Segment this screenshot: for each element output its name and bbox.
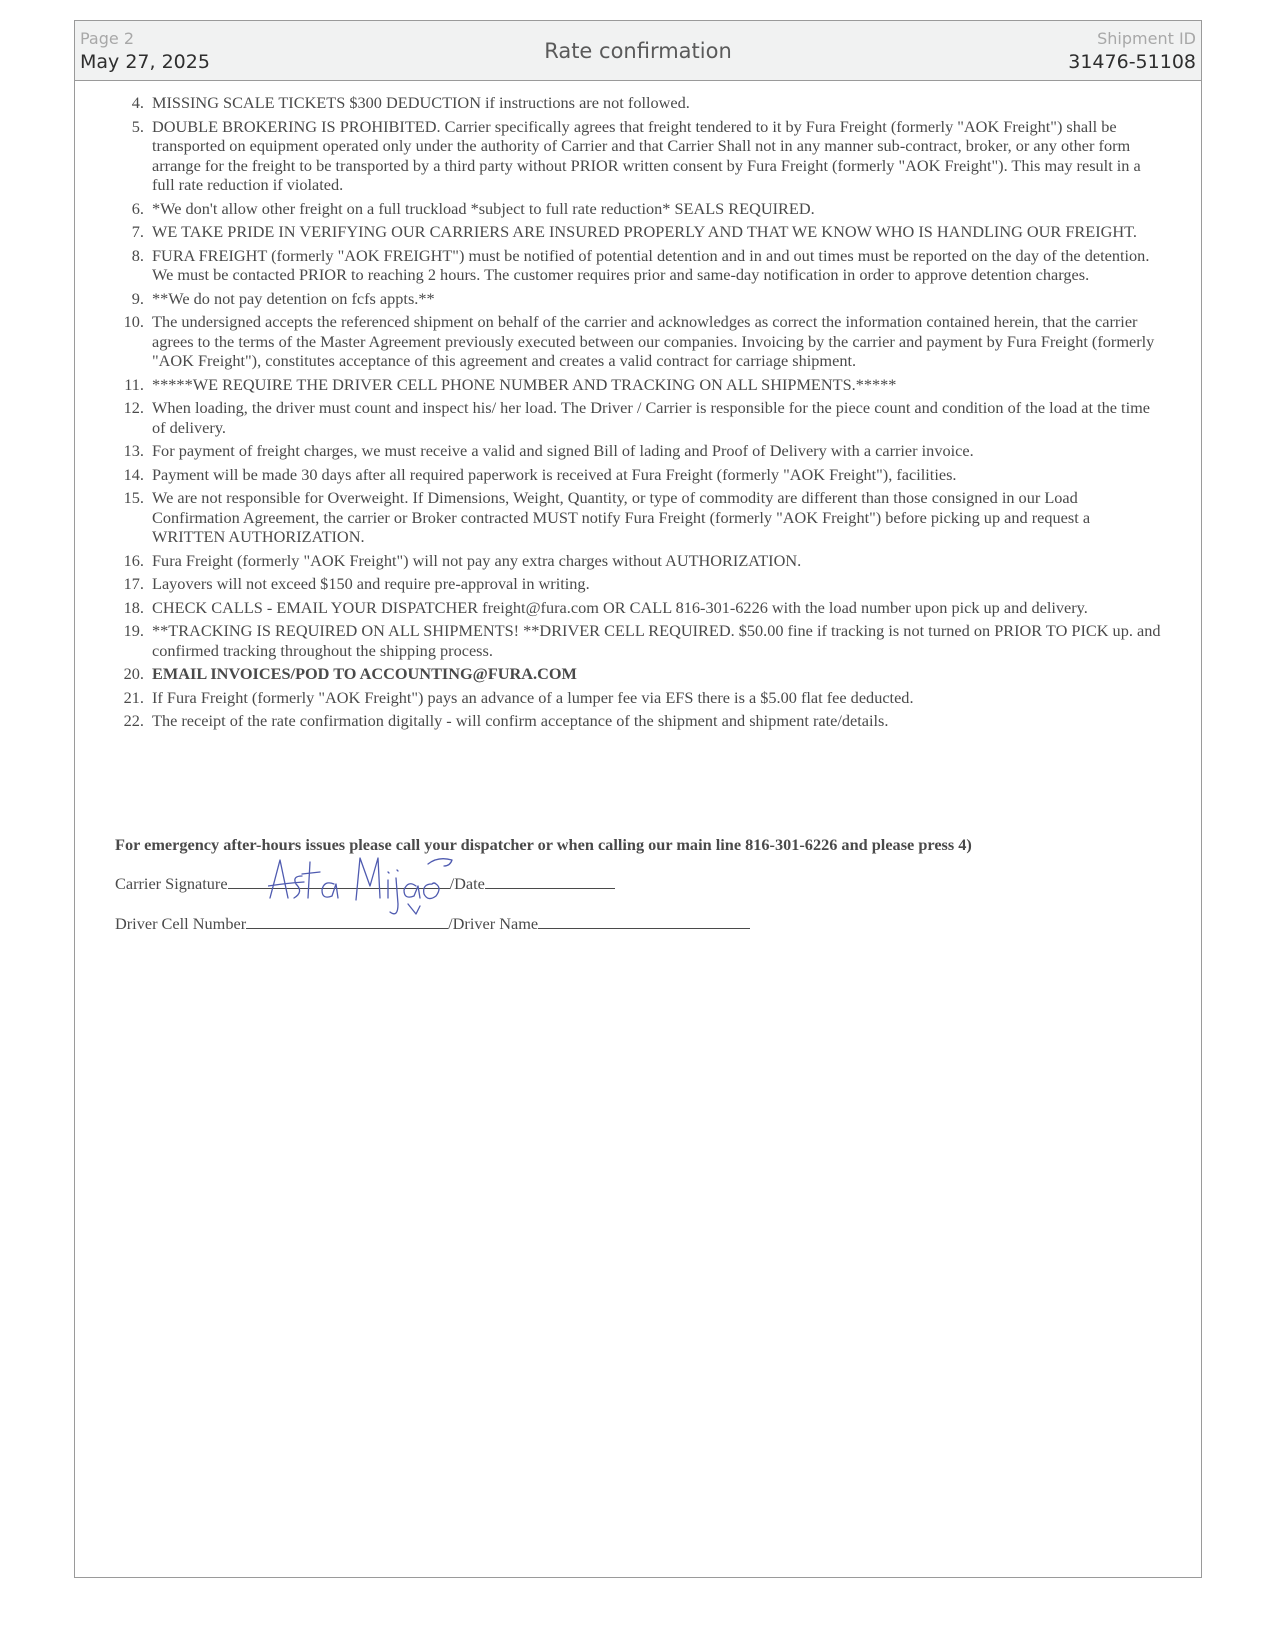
term-text: The receipt of the rate confirmation digitally - will confirm acceptance of the shipment and shipment rate/details. — [152, 711, 889, 730]
term-number: 19. — [123, 621, 144, 640]
date-field[interactable] — [485, 874, 615, 889]
term-number: 12. — [123, 398, 144, 417]
driver-name-field[interactable] — [538, 914, 750, 929]
terms-list — [112, 93, 1162, 735]
term-item — [112, 246, 1162, 285]
date-label: /Date — [449, 874, 485, 893]
term-text: For payment of freight charges, we must receive a valid and signed Bill of lading and Proof of Delivery with a carrier invoice. — [152, 441, 974, 460]
term-number: 22. — [123, 711, 144, 730]
term-text: CHECK CALLS - EMAIL YOUR DISPATCHER freight@fura.com OR CALL 816-301-6226 with the load number upon pick up and delivery. — [152, 597, 1088, 617]
term-item — [112, 289, 1162, 309]
term-number: 10. — [123, 312, 144, 331]
term-item — [112, 441, 1162, 461]
page-number-label: Page 2 — [80, 29, 134, 48]
term-number: 5. — [131, 116, 144, 136]
term-item — [112, 199, 1162, 219]
term-text: Layovers will not exceed $150 and require pre-approval in writing. — [152, 574, 590, 593]
term-text: *We don't allow other freight on a full truckload *subject to full rate reduction* SEALS REQUIRED. — [152, 198, 815, 218]
driver-name-label: /Driver Name — [448, 914, 539, 933]
shipment-id-label: Shipment ID — [1097, 29, 1196, 48]
term-item — [112, 117, 1162, 195]
term-number: 21. — [123, 687, 144, 707]
term-text: DOUBLE BROKERING IS PROHIBITED. Carrier specifically agrees that freight tendered to it by Fura Freight (formerly "AOK Freight") shall be transported on equipment operated only under the authority of Carrier and that Carrier Shall not in any manner sub-contract, broker, or any other form arrange for the freight to be transported by a third party without PRIOR written consent by Fura Freight (formerly "AOK Freight"). This may result in a full rate reduction if violated. — [152, 116, 1141, 194]
term-text: WE TAKE PRIDE IN VERIFYING OUR CARRIERS ARE INSURED PROPERLY AND THAT WE KNOW WHO IS HANDLING OUR FREIGHT. — [152, 222, 1137, 241]
term-number: 6. — [131, 198, 144, 218]
term-number: 4. — [131, 93, 144, 112]
shipment-id-value: 31476-51108 — [1068, 51, 1196, 73]
term-item — [112, 93, 1162, 113]
term-number: 11. — [124, 374, 144, 394]
term-number: 13. — [123, 441, 144, 460]
term-text: If Fura Freight (formerly "AOK Freight") pays an advance of a lumper fee via EFS there is a $5.00 flat fee deducted. — [152, 687, 914, 707]
document-date: May 27, 2025 — [80, 51, 210, 73]
term-number: 18. — [123, 597, 144, 617]
term-number: 20. — [123, 664, 144, 683]
term-item — [112, 465, 1162, 485]
page-header — [75, 21, 1201, 81]
term-number: 7. — [131, 222, 144, 241]
term-text: When loading, the driver must count and inspect his/ her load. The Driver / Carrier is responsible for the piece count and condition of the load at the time of delivery. — [152, 398, 1150, 437]
term-item — [112, 688, 1162, 708]
term-item — [112, 598, 1162, 618]
term-text: EMAIL INVOICES/POD TO ACCOUNTING@FURA.COM — [152, 664, 577, 683]
term-text: *****WE REQUIRE THE DRIVER CELL PHONE NUMBER AND TRACKING ON ALL SHIPMENTS.***** — [152, 374, 897, 394]
term-item — [112, 222, 1162, 242]
term-text: MISSING SCALE TICKETS $300 DEDUCTION if instructions are not followed. — [152, 93, 690, 112]
term-item — [112, 551, 1162, 571]
term-item — [112, 488, 1162, 547]
term-item — [112, 621, 1162, 660]
term-number: 8. — [131, 245, 144, 265]
term-text: Fura Freight (formerly "AOK Freight") will not pay any extra charges without AUTHORIZATION. — [152, 550, 802, 570]
term-number: 15. — [123, 488, 144, 507]
term-text: **TRACKING IS REQUIRED ON ALL SHIPMENTS! **DRIVER CELL REQUIRED. $50.00 fine if tracking is not turned on PRIOR TO PICK up. and confirmed tracking throughout the shipping process. — [152, 621, 1161, 660]
term-item — [112, 574, 1162, 594]
term-text: We are not responsible for Overweight. If Dimensions, Weight, Quantity, or type of commodity are different than those consigned in our Load Confirmation Agreement, the carrier or Broker contracted MUST notify Fura Freight (formerly "AOK Freight") before picking up and request a WRITTEN AUTHORIZATION. — [152, 488, 1091, 546]
term-number: 17. — [123, 574, 144, 593]
carrier-signature-label: Carrier Signature — [115, 874, 228, 893]
term-text: The undersigned accepts the referenced shipment on behalf of the carrier and acknowledges as correct the information contained herein, that the carrier agrees to the terms of the Master Agreement previously executed between our companies. Invoicing by the carrier and payment by Fura Freight (formerly "AOK Freight"), constitutes acceptance of this agreement and creates a valid contract for carriage shipment. — [152, 312, 1155, 370]
driver-cell-label: Driver Cell Number — [115, 914, 247, 933]
term-item — [112, 398, 1162, 437]
term-text: FURA FREIGHT (formerly "AOK FREIGHT") must be notified of potential detention and in and out times must be reported on the day of the detention. We must be contacted PRIOR to reaching 2 hours. The customer requires prior and same-day notification in order to approve detention charges. — [152, 245, 1150, 284]
term-text: Payment will be made 30 days after all required paperwork is received at Fura Freight (formerly "AOK Freight"), facilities. — [152, 464, 957, 484]
term-item — [112, 375, 1162, 395]
term-text: **We do not pay detention on fcfs appts.** — [152, 288, 435, 308]
term-item — [112, 711, 1162, 731]
term-item-tracking-required — [112, 664, 1162, 684]
emergency-note: For emergency after-hours issues please call your dispatcher or when calling our main line 816-301-6226 and please press 4) — [115, 835, 972, 854]
term-number: 16. — [123, 550, 144, 570]
handwritten-signature — [268, 852, 468, 932]
term-number: 14. — [123, 464, 144, 484]
document-title: Rate confirmation — [544, 39, 732, 63]
term-number: 9. — [131, 288, 144, 308]
term-item — [112, 312, 1162, 371]
